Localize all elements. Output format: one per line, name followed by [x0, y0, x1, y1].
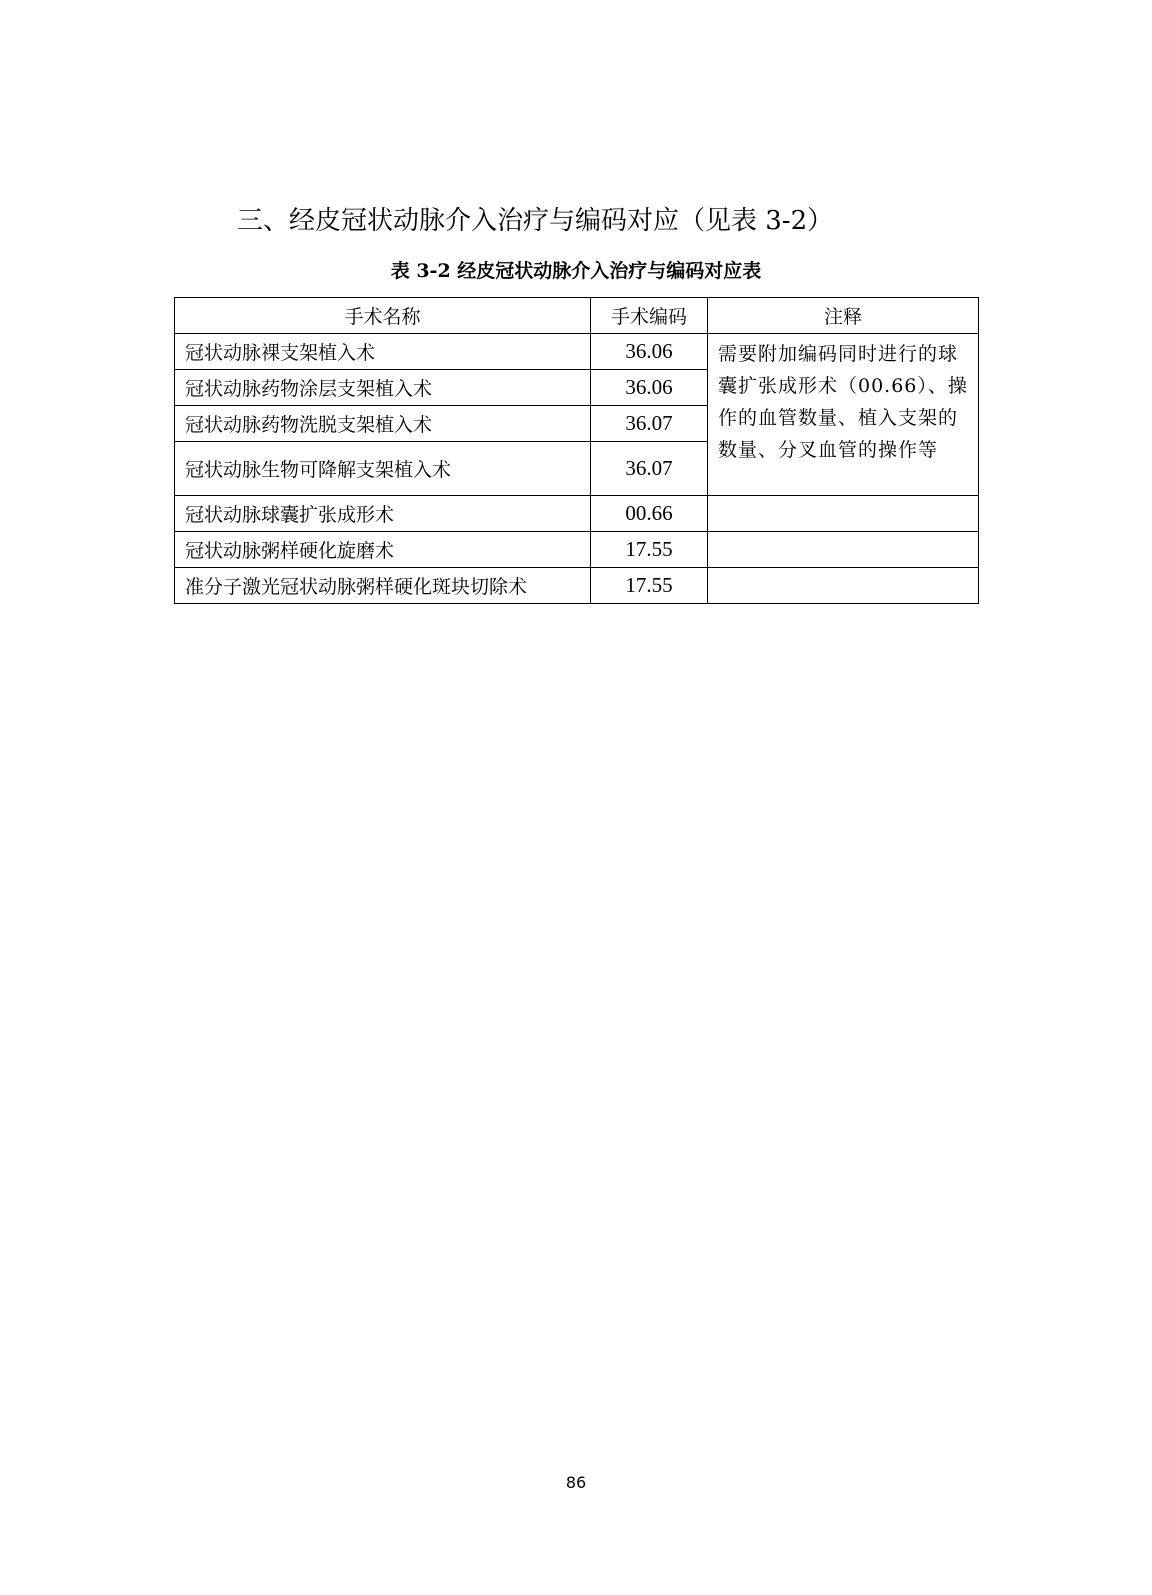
table-row	[175, 532, 979, 568]
procedure-code: 00.66	[591, 496, 708, 532]
procedure-code: 36.07	[591, 442, 708, 496]
procedure-code: 36.06	[591, 370, 708, 406]
procedure-code-table	[174, 297, 979, 604]
procedure-code: 36.06	[591, 334, 708, 370]
header-procedure-code: 手术编码	[591, 298, 708, 334]
empty-note-cell	[708, 532, 979, 568]
procedure-name: 准分子激光冠状动脉粥样硬化斑块切除术	[175, 568, 591, 604]
table-row	[175, 334, 979, 370]
procedure-name: 冠状动脉药物洗脱支架植入术	[175, 406, 591, 442]
page-number: 86	[565, 1473, 587, 1492]
header-procedure-name: 手术名称	[175, 298, 591, 334]
procedure-name: 冠状动脉裸支架植入术	[175, 334, 591, 370]
procedure-name: 冠状动脉药物涂层支架植入术	[175, 370, 591, 406]
procedure-name: 冠状动脉粥样硬化旋磨术	[175, 532, 591, 568]
table-row	[175, 568, 979, 604]
header-note: 注释	[708, 298, 979, 334]
table-header-row	[175, 298, 979, 334]
empty-note-cell	[708, 568, 979, 604]
stent-note: 需要附加编码同时进行的球囊扩张成形术（00.66）、操作的血管数量、植入支架的数量、分叉血管的操作等	[708, 334, 979, 496]
procedure-code: 36.07	[591, 406, 708, 442]
table-row	[175, 496, 979, 532]
section-heading: 三、经皮冠状动脉介入治疗与编码对应（见表 3-2）	[237, 206, 834, 236]
procedure-name: 冠状动脉生物可降解支架植入术	[175, 442, 591, 496]
empty-note-cell	[708, 496, 979, 532]
table-caption: 表 3-2 经皮冠状动脉介入治疗与编码对应表	[390, 260, 762, 282]
procedure-name: 冠状动脉球囊扩张成形术	[175, 496, 591, 532]
procedure-code: 17.55	[591, 532, 708, 568]
procedure-code: 17.55	[591, 568, 708, 604]
